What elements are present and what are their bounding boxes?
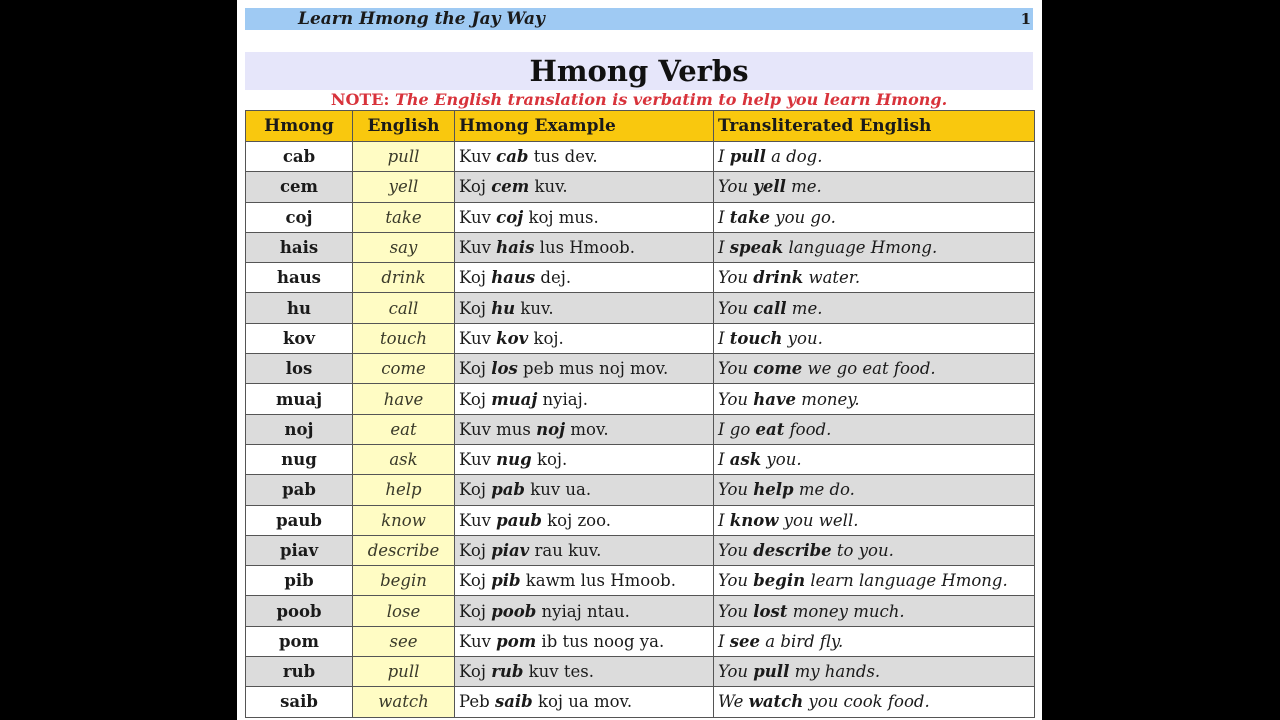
translit-prefix: You: [718, 389, 754, 409]
hmong-verb-cell: paub: [246, 505, 353, 535]
table-row: [246, 172, 1035, 202]
hmong-verb-cell: pom: [246, 626, 353, 656]
example-verb: cem: [491, 177, 530, 197]
translit-verb: drink: [753, 268, 804, 288]
hmong-verb-cell: piav: [246, 535, 353, 565]
table-row: [246, 687, 1035, 717]
hmong-example-cell: [455, 293, 714, 323]
english-verb-cell: begin: [353, 566, 455, 596]
hmong-example-cell: [455, 202, 714, 232]
translit-suffix: to you.: [831, 541, 894, 560]
example-suffix: kuv.: [529, 177, 568, 197]
example-suffix: ib tus noog ya.: [536, 631, 665, 651]
example-prefix: Kuv mus: [459, 419, 537, 439]
note-label: NOTE:: [330, 90, 390, 109]
hmong-verb-cell: hais: [246, 232, 353, 262]
table-header-row: [246, 111, 1035, 142]
table-row: [246, 444, 1035, 474]
transliterated-english-cell: [714, 596, 1035, 626]
translit-prefix: You: [718, 268, 754, 288]
english-verb-cell: describe: [353, 535, 455, 565]
translit-suffix: you.: [782, 328, 823, 348]
example-prefix: Koj: [459, 541, 492, 560]
page-number: 1: [1020, 10, 1031, 28]
example-suffix: rau kuv.: [529, 541, 602, 560]
example-verb: noj: [536, 419, 566, 439]
translit-suffix: a dog.: [765, 147, 823, 167]
translit-prefix: You: [718, 298, 754, 318]
example-verb: los: [491, 359, 518, 379]
example-verb: poob: [491, 601, 537, 621]
translit-verb: eat: [755, 419, 785, 439]
translit-suffix: water.: [803, 268, 861, 288]
column-header-hmong: Hmong: [246, 111, 353, 142]
page-header-bar: [245, 8, 1033, 30]
translit-verb: have: [753, 389, 797, 409]
example-suffix: nyiaj.: [537, 389, 588, 409]
example-suffix: kuv.: [515, 298, 554, 318]
translit-verb: ask: [729, 450, 762, 470]
transliterated-english-cell: [714, 172, 1035, 202]
translit-suffix: money much.: [787, 601, 905, 621]
transliterated-english-cell: [714, 687, 1035, 717]
translit-prefix: You: [718, 541, 754, 560]
column-header-english: English: [353, 111, 455, 142]
example-suffix: kuv tes.: [523, 662, 594, 682]
translit-suffix: you.: [761, 450, 802, 470]
translit-prefix: You: [718, 571, 754, 591]
verbs-table: [245, 110, 1035, 718]
translit-prefix: I go: [718, 419, 756, 439]
example-verb: piav: [491, 541, 530, 560]
hmong-example-cell: [455, 384, 714, 414]
table-row: [246, 414, 1035, 444]
table-row: [246, 626, 1035, 656]
example-suffix: koj mus.: [523, 207, 599, 227]
hmong-example-cell: [455, 475, 714, 505]
example-verb: nug: [496, 450, 532, 470]
table-row: [246, 323, 1035, 353]
example-suffix: koj zoo.: [541, 510, 611, 530]
translit-prefix: I: [718, 238, 730, 258]
example-prefix: Kuv: [459, 328, 497, 348]
transliterated-english-cell: [714, 505, 1035, 535]
hmong-verb-cell: saib: [246, 687, 353, 717]
hmong-verb-cell: kov: [246, 323, 353, 353]
example-verb: paub: [496, 510, 542, 530]
translit-prefix: You: [718, 601, 754, 621]
example-prefix: Koj: [459, 177, 492, 197]
translit-verb: help: [753, 480, 794, 500]
translit-verb: begin: [753, 571, 806, 591]
table-row: [246, 202, 1035, 232]
hmong-example-cell: [455, 535, 714, 565]
english-verb-cell: call: [353, 293, 455, 323]
example-suffix: mov.: [565, 419, 609, 439]
translit-prefix: I: [718, 207, 730, 227]
translit-verb: pull: [729, 147, 766, 167]
hmong-verb-cell: pib: [246, 566, 353, 596]
english-verb-cell: come: [353, 354, 455, 384]
hmong-example-cell: [455, 172, 714, 202]
translit-suffix: you cook food.: [803, 692, 930, 712]
example-prefix: Koj: [459, 268, 492, 288]
translit-verb: come: [753, 359, 803, 379]
hmong-verb-cell: rub: [246, 657, 353, 687]
translit-suffix: money.: [796, 389, 860, 409]
column-header-transliterated-english: Transliterated English: [714, 111, 1035, 142]
example-prefix: Kuv: [459, 510, 497, 530]
hmong-verb-cell: pab: [246, 475, 353, 505]
example-suffix: kuv ua.: [524, 480, 592, 500]
english-verb-cell: say: [353, 232, 455, 262]
translit-verb: describe: [753, 541, 832, 560]
english-verb-cell: eat: [353, 414, 455, 444]
hmong-example-cell: [455, 687, 714, 717]
translit-verb: take: [729, 207, 771, 227]
translit-suffix: me.: [786, 298, 823, 318]
example-suffix: koj.: [528, 328, 564, 348]
hmong-verb-cell: los: [246, 354, 353, 384]
translit-suffix: a bird fly.: [760, 631, 844, 651]
example-verb: muaj: [491, 389, 538, 409]
example-prefix: Kuv: [459, 450, 497, 470]
column-header-hmong-example: Hmong Example: [455, 111, 714, 142]
document-page: [237, 0, 1042, 720]
example-verb: kov: [496, 328, 529, 348]
translit-verb: speak: [729, 238, 784, 258]
table-row: [246, 566, 1035, 596]
transliterated-english-cell: [714, 293, 1035, 323]
table-row: [246, 232, 1035, 262]
example-suffix: dej.: [535, 268, 572, 288]
english-verb-cell: pull: [353, 657, 455, 687]
example-prefix: Koj: [459, 298, 492, 318]
transliterated-english-cell: [714, 384, 1035, 414]
translit-verb: watch: [748, 692, 804, 712]
hmong-example-cell: [455, 596, 714, 626]
example-suffix: koj ua mov.: [532, 692, 633, 712]
english-verb-cell: drink: [353, 263, 455, 293]
translit-verb: see: [729, 631, 761, 651]
english-verb-cell: see: [353, 626, 455, 656]
translit-verb: touch: [729, 328, 783, 348]
example-verb: rub: [491, 662, 524, 682]
english-verb-cell: pull: [353, 142, 455, 172]
table-row: [246, 505, 1035, 535]
transliterated-english-cell: [714, 142, 1035, 172]
table-row: [246, 293, 1035, 323]
example-verb: pib: [491, 571, 521, 591]
example-prefix: Koj: [459, 601, 492, 621]
translit-suffix: you go.: [770, 207, 836, 227]
hmong-verb-cell: poob: [246, 596, 353, 626]
translit-verb: pull: [753, 662, 790, 682]
hmong-example-cell: [455, 505, 714, 535]
example-prefix: Koj: [459, 571, 492, 591]
english-verb-cell: lose: [353, 596, 455, 626]
verbs-table-body: [246, 142, 1035, 718]
example-verb: hu: [491, 298, 516, 318]
english-verb-cell: watch: [353, 687, 455, 717]
transliterated-english-cell: [714, 657, 1035, 687]
note: [245, 90, 1033, 109]
translit-prefix: You: [718, 177, 754, 197]
translit-verb: lost: [753, 601, 788, 621]
hmong-verb-cell: coj: [246, 202, 353, 232]
translit-prefix: You: [718, 359, 754, 379]
transliterated-english-cell: [714, 566, 1035, 596]
transliterated-english-cell: [714, 354, 1035, 384]
translit-suffix: me do.: [793, 480, 855, 500]
example-prefix: Kuv: [459, 238, 497, 258]
example-prefix: Kuv: [459, 147, 497, 167]
example-prefix: Koj: [459, 480, 492, 500]
translit-verb: yell: [753, 177, 786, 197]
hmong-example-cell: [455, 323, 714, 353]
translit-prefix: You: [718, 480, 754, 500]
example-verb: pom: [496, 631, 537, 651]
table-row: [246, 657, 1035, 687]
translit-suffix: language Hmong.: [783, 238, 938, 258]
transliterated-english-cell: [714, 414, 1035, 444]
transliterated-english-cell: [714, 323, 1035, 353]
example-suffix: kawm lus Hmoob.: [520, 571, 676, 591]
translit-verb: know: [729, 510, 779, 530]
transliterated-english-cell: [714, 263, 1035, 293]
example-suffix: tus dev.: [528, 147, 598, 167]
hmong-example-cell: [455, 414, 714, 444]
hmong-example-cell: [455, 354, 714, 384]
translit-suffix: my hands.: [789, 662, 881, 682]
hmong-verb-cell: cab: [246, 142, 353, 172]
example-verb: haus: [491, 268, 536, 288]
hmong-example-cell: [455, 566, 714, 596]
transliterated-english-cell: [714, 232, 1035, 262]
transliterated-english-cell: [714, 626, 1035, 656]
translit-prefix: We: [718, 692, 749, 712]
example-prefix: Koj: [459, 389, 492, 409]
hmong-example-cell: [455, 626, 714, 656]
example-prefix: Peb: [459, 692, 495, 712]
page-title: Hmong Verbs: [529, 54, 749, 88]
example-prefix: Koj: [459, 662, 492, 682]
table-row: [246, 354, 1035, 384]
table-row: [246, 384, 1035, 414]
note-text: The English translation is verbatim to help you learn Hmong.: [394, 90, 948, 109]
translit-suffix: food.: [784, 419, 832, 439]
translit-suffix: me.: [785, 177, 822, 197]
transliterated-english-cell: [714, 535, 1035, 565]
english-verb-cell: know: [353, 505, 455, 535]
translit-prefix: I: [718, 328, 730, 348]
example-verb: saib: [494, 692, 533, 712]
example-prefix: Kuv: [459, 207, 497, 227]
translit-suffix: you well.: [778, 510, 859, 530]
english-verb-cell: touch: [353, 323, 455, 353]
hmong-example-cell: [455, 444, 714, 474]
translit-verb: call: [753, 298, 787, 318]
hmong-verb-cell: muaj: [246, 384, 353, 414]
translit-prefix: I: [718, 450, 730, 470]
example-suffix: peb mus noj mov.: [517, 359, 669, 379]
translit-suffix: we go eat food.: [802, 359, 936, 379]
table-row: [246, 596, 1035, 626]
hmong-example-cell: [455, 142, 714, 172]
hmong-example-cell: [455, 263, 714, 293]
hmong-verb-cell: noj: [246, 414, 353, 444]
hmong-verb-cell: cem: [246, 172, 353, 202]
hmong-verb-cell: haus: [246, 263, 353, 293]
example-suffix: koj.: [531, 450, 568, 470]
translit-prefix: You: [718, 662, 754, 682]
translit-prefix: I: [718, 147, 730, 167]
table-row: [246, 475, 1035, 505]
example-verb: hais: [496, 238, 535, 258]
example-suffix: nyiaj ntau.: [536, 601, 630, 621]
example-prefix: Koj: [459, 359, 492, 379]
example-verb: pab: [491, 480, 525, 500]
hmong-verb-cell: nug: [246, 444, 353, 474]
hmong-example-cell: [455, 232, 714, 262]
example-prefix: Kuv: [459, 631, 497, 651]
table-row: [246, 535, 1035, 565]
english-verb-cell: help: [353, 475, 455, 505]
english-verb-cell: have: [353, 384, 455, 414]
example-verb: coj: [496, 207, 524, 227]
hmong-verb-cell: hu: [246, 293, 353, 323]
english-verb-cell: take: [353, 202, 455, 232]
transliterated-english-cell: [714, 475, 1035, 505]
english-verb-cell: yell: [353, 172, 455, 202]
translit-prefix: I: [718, 631, 730, 651]
table-row: [246, 263, 1035, 293]
english-verb-cell: ask: [353, 444, 455, 474]
example-verb: cab: [496, 147, 529, 167]
hmong-example-cell: [455, 657, 714, 687]
example-suffix: lus Hmoob.: [534, 238, 635, 258]
document-title: Learn Hmong the Jay Way: [298, 9, 545, 29]
table-row: [246, 142, 1035, 172]
transliterated-english-cell: [714, 444, 1035, 474]
translit-suffix: learn language Hmong.: [805, 571, 1008, 591]
translit-prefix: I: [718, 510, 730, 530]
transliterated-english-cell: [714, 202, 1035, 232]
